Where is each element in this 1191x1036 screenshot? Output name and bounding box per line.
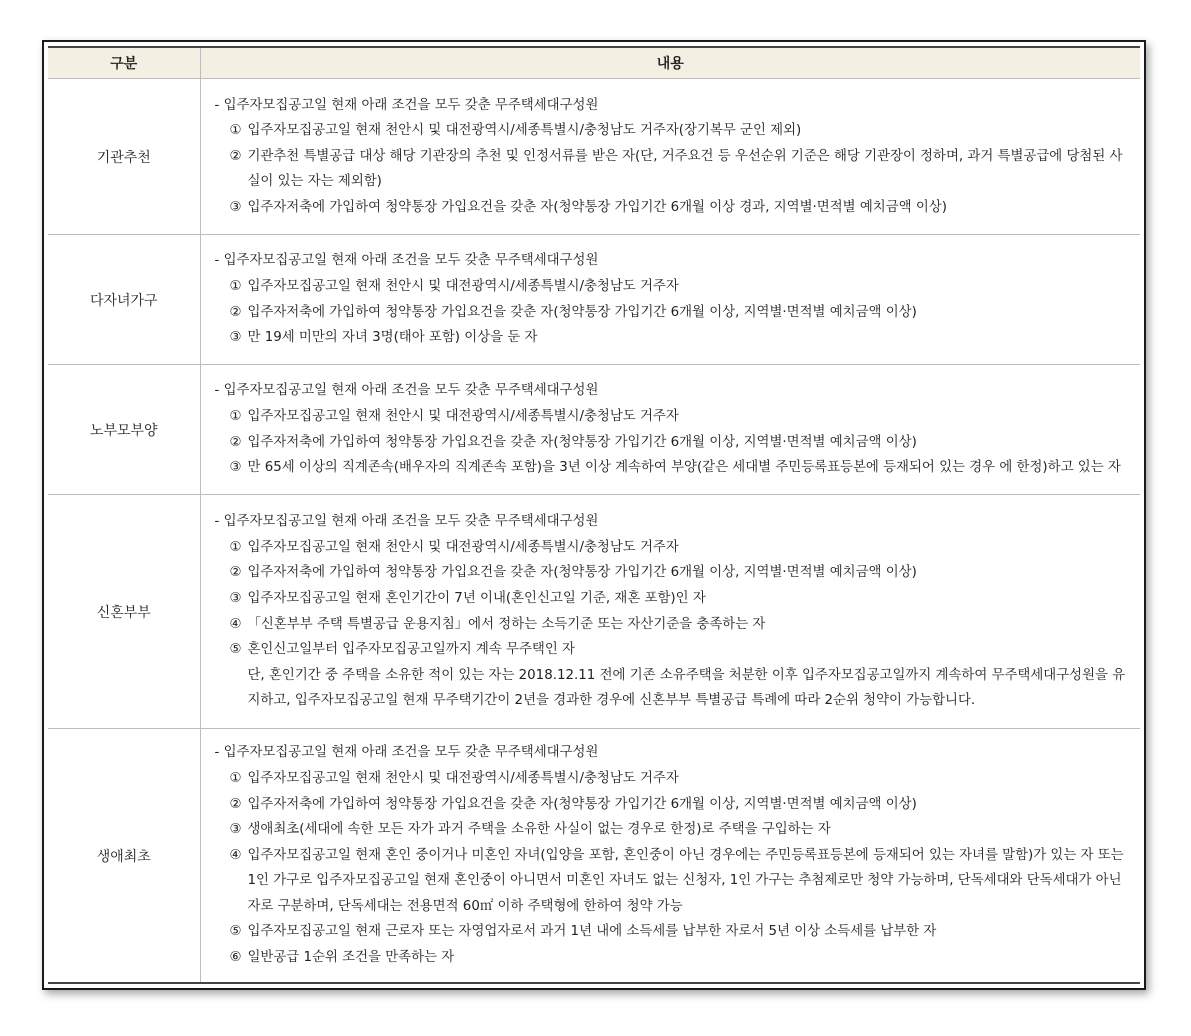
item-number: ①: [229, 123, 242, 139]
eligibility-table: [48, 48, 1140, 982]
row-content: [200, 235, 1140, 365]
table-row: [48, 365, 1140, 495]
item-text: 입주자저축에 가입하여 청약통장 가입요건을 갖춘 자(청약통장 가입기간 6개월 이상 경과, 지역별·면적별 예치금액 이상): [247, 199, 947, 215]
row-category: 생애최초: [48, 729, 200, 983]
item-number: ②: [229, 565, 242, 581]
item-text: 기관추천 특별공급 대상 해당 기관장의 추천 및 인정서류를 받은 자(단, 거주요건 등 우선순위 기준은 해당 기관장이 정하며, 과거 특별공급에 당첨된 사실이 있는 자는 제외함): [247, 148, 1123, 190]
list-item: [215, 843, 1129, 920]
row-category: 기관추천: [48, 79, 200, 235]
list-item: [215, 586, 1129, 612]
list-item: [215, 919, 1129, 945]
item-number: ③: [229, 822, 242, 838]
row-intro: - 입주자모집공고일 현재 아래 조건을 모두 갖춘 무주택세대구성원: [214, 745, 599, 761]
row-content: [200, 79, 1140, 235]
item-text: 입주자저축에 가입하여 청약통장 가입요건을 갖춘 자(청약통장 가입기간 6개월 이상, 지역별·면적별 예치금액 이상): [247, 434, 917, 450]
item-text: 입주자모집공고일 현재 천안시 및 대전광역시/세종특별시/충청남도 거주자: [247, 539, 679, 555]
item-number: ②: [229, 148, 242, 164]
item-text: 「신혼부부 주택 특별공급 운용지침」에서 정하는 소득기준 또는 자산기준을 충족하는 자: [247, 616, 766, 632]
item-text: 입주자모집공고일 현재 천안시 및 대전광역시/세종특별시/충청남도 거주자: [247, 278, 679, 294]
list-item: [215, 404, 1129, 430]
table-row: [48, 235, 1140, 365]
table-row: [48, 495, 1140, 729]
list-item: [215, 430, 1129, 456]
list-item: [215, 195, 1129, 221]
row-intro: - 입주자모집공고일 현재 아래 조건을 모두 갖춘 무주택세대구성원: [214, 97, 599, 113]
list-item: [215, 637, 1129, 663]
list-item: [215, 274, 1129, 300]
list-item: [215, 455, 1129, 481]
item-number: ③: [229, 330, 242, 346]
item-text: 입주자모집공고일 현재 천안시 및 대전광역시/세종특별시/충청남도 거주자(장기복무 군인 제외): [247, 123, 802, 139]
item-text: 입주자모집공고일 현재 근로자 또는 자영업자로서 과거 1년 내에 소득세를 납부한 자로서 5년 이상 소득세를 납부한 자: [247, 924, 937, 940]
row-category: 노부모부양: [48, 365, 200, 495]
item-number: ⑥: [229, 950, 242, 966]
item-number: ①: [229, 278, 242, 294]
item-text: 입주자저축에 가입하여 청약통장 가입요건을 갖춘 자(청약통장 가입기간 6개월 이상, 지역별·면적별 예치금액 이상): [247, 565, 917, 581]
row-category: 다자녀가구: [48, 235, 200, 365]
header-category: 구분: [48, 48, 200, 79]
row-category: 신혼부부: [48, 495, 200, 729]
row-content: [200, 729, 1140, 983]
row-content: [200, 495, 1140, 729]
item-text: 일반공급 1순위 조건을 만족하는 자: [247, 950, 455, 966]
list-item: [215, 817, 1129, 843]
row-note: 단, 혼인기간 중 주택을 소유한 적이 있는 자는 2018.12.11 전에 기존 소유주택을 처분한 이후 입주자모집공고일까지 계속하여 무주택세대구성원을 유지하고, 입주자모집공고일 현재 무주택기간이 2년을 경과한 경우에 신혼부부 특별공급 특례에 따라 2순위 청약이 가능합니다.: [247, 667, 1126, 709]
list-item: [215, 300, 1129, 326]
item-number: ③: [229, 590, 242, 606]
list-item: [215, 945, 1129, 971]
row-intro: - 입주자모집공고일 현재 아래 조건을 모두 갖춘 무주택세대구성원: [214, 383, 599, 399]
item-number: ⑤: [229, 642, 242, 658]
item-number: ⑤: [229, 924, 242, 940]
item-text: 혼인신고일부터 입주자모집공고일까지 계속 무주택인 자: [247, 642, 575, 658]
item-text: 입주자모집공고일 현재 천안시 및 대전광역시/세종특별시/충청남도 거주자: [247, 408, 679, 424]
row-content: [200, 365, 1140, 495]
item-text: 입주자저축에 가입하여 청약통장 가입요건을 갖춘 자(청약통장 가입기간 6개월 이상, 지역별·면적별 예치금액 이상): [247, 304, 917, 320]
row-intro: - 입주자모집공고일 현재 아래 조건을 모두 갖춘 무주택세대구성원: [214, 253, 599, 269]
header-content: 내용: [200, 48, 1140, 79]
list-item: [215, 766, 1129, 792]
list-item: [215, 560, 1129, 586]
item-number: ③: [229, 460, 242, 476]
list-item: [215, 612, 1129, 638]
item-number: ③: [229, 199, 242, 215]
list-item: [215, 144, 1129, 195]
item-number: ①: [229, 770, 242, 786]
item-text: 만 65세 이상의 직계존속(배우자의 직계존속 포함)을 3년 이상 계속하여 부양(같은 세대별 주민등록표등본에 등재되어 있는 경우 에 한정)하고 있는 자: [247, 460, 1121, 476]
item-text: 입주자모집공고일 현재 천안시 및 대전광역시/세종특별시/충청남도 거주자: [247, 770, 679, 786]
item-number: ②: [229, 796, 242, 812]
item-text: 만 19세 미만의 자녀 3명(태아 포함) 이상을 둔 자: [247, 330, 538, 346]
item-text: 입주자모집공고일 현재 혼인 중이거나 미혼인 자녀(입양을 포함, 혼인중이 아닌 경우에는 주민등록표등본에 등재되어 있는 자녀를 말함)가 있는 자 또는 1인 가구로 입주자모집공고일 현재 혼인중이 아니면서 미혼인 자녀도 없는 신청자, 1인 가구는 추첨제로만 청약 가능하며, 단독세대와 단독세대가 아닌 자로 구분하며, 단독세대는 전용면적 60㎡ 이하 주택형에 한하여 청약 가능: [247, 847, 1124, 914]
list-item: [215, 118, 1129, 144]
table-inner-border: [48, 46, 1140, 984]
table-frame: [42, 40, 1146, 990]
item-text: 입주자저축에 가입하여 청약통장 가입요건을 갖춘 자(청약통장 가입기간 6개월 이상, 지역별·면적별 예치금액 이상): [247, 796, 917, 812]
item-text: 입주자모집공고일 현재 혼인기간이 7년 이내(혼인신고일 기준, 재혼 포함)인 자: [247, 590, 706, 606]
item-number: ①: [229, 408, 242, 424]
list-item: [215, 535, 1129, 561]
item-number: ②: [229, 434, 242, 450]
table-row: [48, 79, 1140, 235]
row-intro: - 입주자모집공고일 현재 아래 조건을 모두 갖춘 무주택세대구성원: [214, 514, 599, 530]
item-number: ④: [229, 847, 242, 863]
item-number: ②: [229, 304, 242, 320]
item-number: ④: [229, 616, 242, 632]
table-row: [48, 729, 1140, 983]
item-text: 생애최초(세대에 속한 모든 자가 과거 주택을 소유한 사실이 없는 경우로 한정)로 주택을 구입하는 자: [247, 822, 831, 838]
list-item: [215, 325, 1129, 351]
list-item: [215, 792, 1129, 818]
item-number: ①: [229, 539, 242, 555]
table-header-row: [48, 48, 1140, 79]
